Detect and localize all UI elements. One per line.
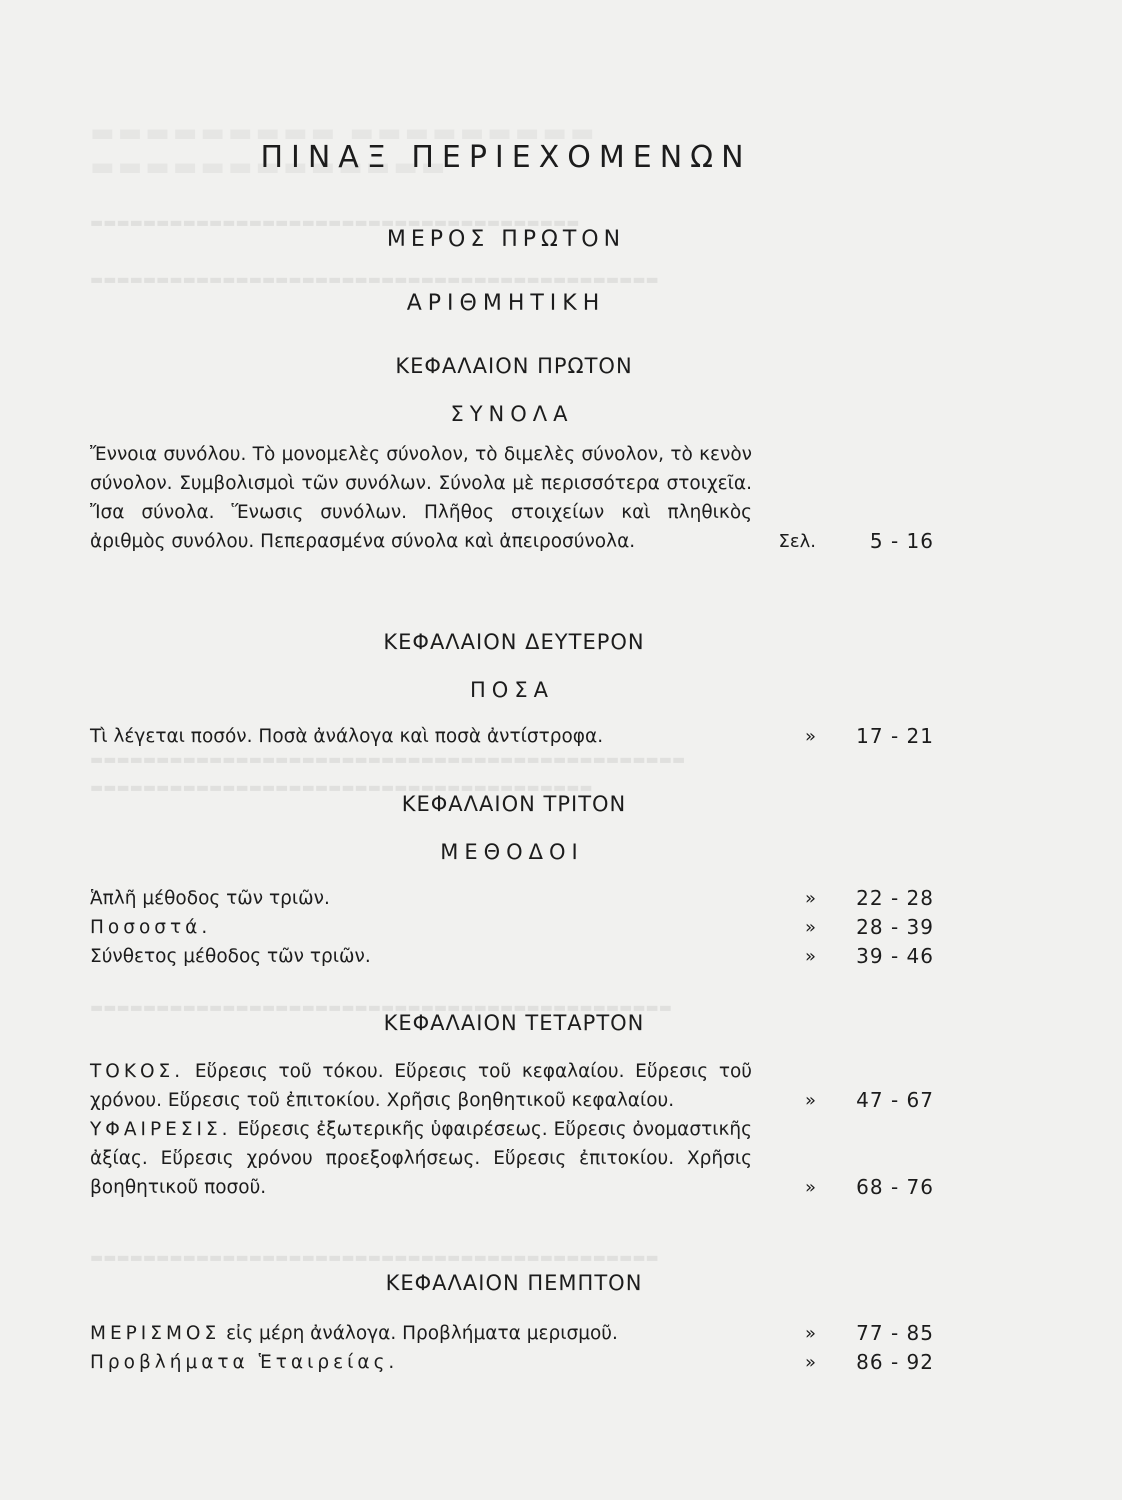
page-range: 68 - 76 <box>856 1175 934 1199</box>
subject-title: ΑΡΙΘΜΗΤΙΚΗ <box>406 291 606 316</box>
toc-entry[interactable] <box>90 942 934 971</box>
entry-text: Ἔννοια συνόλου. Τὸ μονομελὲς σύνολον, τὸ διμελὲς σύνολον, τὸ κενὸν σύνολον. Συμβολισμοὶ τῶν συνόλων. Σύνολα μὲ περισσότερα στοιχεῖα. Ἴσα σύνολα. Ἕνωσις συνόλων. Πλῆθος στοιχείων καὶ πληθικὸς ἀριθμὸς συνόλου. Πεπερασμένα σύνολα καὶ ἀπειροσύνολα. <box>90 444 752 552</box>
chapter-4 <box>90 1011 934 1202</box>
chapter-1 <box>90 354 934 556</box>
entry-lead: Προβλήματα Ἑταιρείας. <box>90 1352 399 1373</box>
entry-text: Ἁπλῆ μέθοδος τῶν τριῶν. <box>90 888 330 909</box>
page-range: 39 - 46 <box>856 944 934 968</box>
page-range: 22 - 28 <box>856 886 934 910</box>
entry-lead: ΤΟΚΟΣ. <box>90 1061 185 1082</box>
page-marker: » <box>804 1090 816 1111</box>
toc-entry[interactable] <box>90 1115 934 1202</box>
chapter-3 <box>90 792 934 971</box>
page-range: 17 - 21 <box>856 724 934 748</box>
entry-lead: Ποσοστά. <box>90 917 212 938</box>
chapter-label: ΚΕΦΑΛΑΙΟΝ ΠΕΜΠΤΟΝ <box>385 1271 643 1295</box>
entry-lead: ΜΕΡΙΣΜΟΣ <box>90 1323 221 1344</box>
page-range: 86 - 92 <box>856 1350 934 1374</box>
page-range: 5 - 16 <box>869 529 934 553</box>
page-title: ΠΙΝΑΞ ΠΕΡΙΕΧΟΜΕΝΩΝ <box>260 140 752 175</box>
chapter-name: ΠΟΣΑ <box>470 678 554 702</box>
part-title: ΜΕΡΟΣ ΠΡΩΤΟΝ <box>386 227 626 252</box>
page-marker: » <box>804 1323 816 1344</box>
toc-entry[interactable] <box>90 1348 934 1377</box>
page-marker: » <box>804 888 816 909</box>
toc-entry[interactable] <box>90 884 934 913</box>
page-marker: » <box>804 946 816 967</box>
page-range: 77 - 85 <box>856 1321 934 1345</box>
toc-entry[interactable] <box>90 440 934 556</box>
entry-text: Σύνθετος μέθοδος τῶν τριῶν. <box>90 946 371 967</box>
page-marker: » <box>804 726 816 747</box>
chapter-2 <box>90 630 934 751</box>
toc-entry[interactable] <box>90 722 934 751</box>
chapter-label: ΚΕΦΑΛΑΙΟΝ ΤΕΤΑΡΤΟΝ <box>383 1011 645 1035</box>
page-marker: » <box>804 1352 816 1373</box>
chapter-label: ΚΕΦΑΛΑΙΟΝ ΤΡΙΤΟΝ <box>401 792 627 816</box>
chapter-5 <box>90 1271 934 1377</box>
entry-text: Τὶ λέγεται ποσόν. Ποσὰ ἀνάλογα καὶ ποσὰ ἀντίστροφα. <box>90 726 604 747</box>
entry-text: εἰς μέρη ἀνάλογα. Προβλήματα μερισμοῦ. <box>226 1323 618 1344</box>
chapter-label: ΚΕΦΑΛΑΙΟΝ ΠΡΩΤΟΝ <box>395 354 633 378</box>
page-marker: Σελ. <box>778 531 816 552</box>
page-range: 28 - 39 <box>856 915 934 939</box>
chapter-name: ΣΥΝΟΛΑ <box>450 402 574 426</box>
toc-entry[interactable] <box>90 1057 934 1115</box>
toc-entry[interactable] <box>90 913 934 942</box>
page-range: 47 - 67 <box>856 1088 934 1112</box>
page-marker: » <box>804 917 816 938</box>
toc-entry[interactable] <box>90 1319 934 1348</box>
chapter-label: ΚΕΦΑΛΑΙΟΝ ΔΕΥΤΕΡΟΝ <box>383 630 645 654</box>
entry-text: Εὕρεσις ἐξωτερικῆς ὑφαιρέσεως. Εὕρεσις ὀνομαστικῆς ἀξίας. Εὕρεσις χρόνου προεξοφλήσεως. Εὕρεσις ἐπιτοκίου. Χρῆσις βοηθητικοῦ ποσοῦ. <box>90 1119 752 1198</box>
entry-text: Εὕρεσις τοῦ τόκου. Εὕρεσις τοῦ κεφαλαίου. Εὕρεσις τοῦ χρόνου. Εὕρεσις τοῦ ἐπιτοκίου. Χρῆσις βοηθητικοῦ κεφαλαίου. <box>90 1061 752 1111</box>
page-marker: » <box>804 1177 816 1198</box>
show-through-texture: ▬▬▬▬▬▬▬▬▬▬▬▬▬▬▬▬▬▬▬▬▬▬▬▬▬▬▬▬▬▬▬▬▬▬▬▬▬ ▬▬▬▬▬▬▬▬▬▬▬▬▬▬▬▬▬▬▬▬▬▬▬▬▬▬▬▬▬▬▬▬▬▬▬▬▬▬▬▬▬▬▬ ▬▬▬▬▬▬▬▬▬▬▬▬▬▬▬▬▬▬▬▬▬▬▬▬▬▬▬▬▬▬▬▬▬▬▬▬▬▬▬▬▬▬▬▬▬ ▬▬▬▬▬▬▬▬▬▬▬▬▬▬▬▬▬▬▬▬▬▬▬▬▬▬▬▬▬▬▬▬▬▬▬▬▬▬ ▬▬▬▬▬▬▬▬▬▬▬▬▬▬▬▬▬▬▬▬▬▬▬▬▬▬▬▬▬▬▬▬▬▬▬▬▬▬▬▬▬▬▬▬ ▬▬▬▬▬▬▬▬▬▬▬▬▬▬▬▬▬▬▬▬▬▬▬▬▬▬▬▬▬▬▬▬▬▬▬▬▬▬▬▬▬▬▬ <box>90 215 686 1266</box>
chapter-name: ΜΕΘΟΔΟΙ <box>440 840 584 864</box>
entry-lead: ΥΦΑΙΡΕΣΙΣ. <box>90 1119 232 1140</box>
